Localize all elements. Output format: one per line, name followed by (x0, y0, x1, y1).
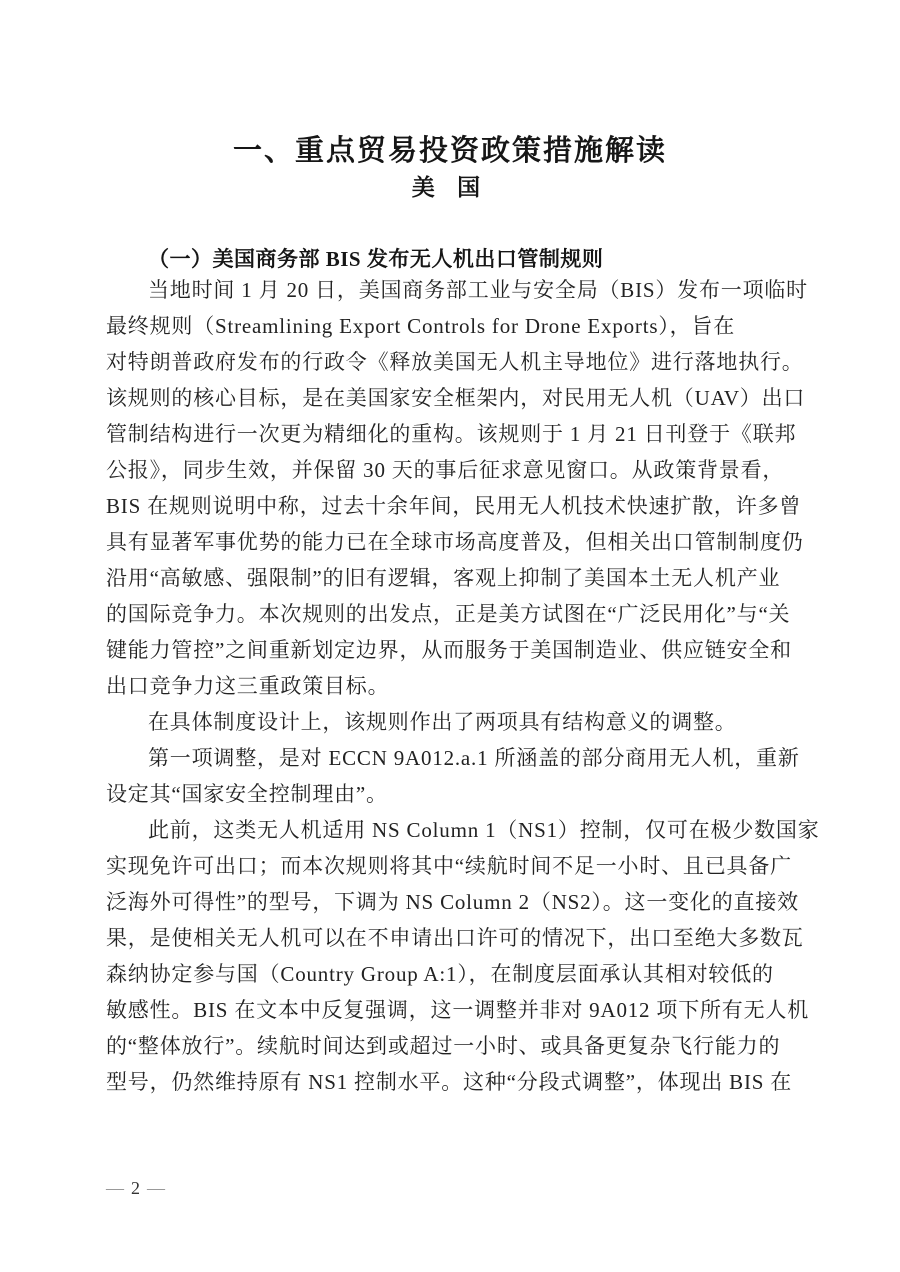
body-line: 沿用“高敏感、强限制”的旧有逻辑，客观上抑制了美国本土无人机产业 (106, 566, 781, 590)
document-title: 一、重点贸易投资政策措施解读 (232, 135, 667, 167)
body-line: 的国际竞争力。本次规则的出发点，正是美方试图在“广泛民用化”与“关 (106, 602, 791, 626)
body-line: 森纳协定参与国（Country Group A:1），在制度层面承认其相对较低的 (106, 962, 774, 986)
body-line: 第一项调整，是对 ECCN 9A012.a.1 所涵盖的部分商用无人机，重新 (148, 746, 800, 770)
page-number-value: 2 (131, 1178, 143, 1198)
country-heading: 美 国 (411, 174, 489, 200)
page-number (106, 1178, 168, 1199)
body-line: 泛海外可得性”的型号，下调为 NS Column 2（NS2）。这一变化的直接效 (106, 890, 799, 914)
page-number-left-dash: — (106, 1178, 127, 1198)
body-line: 型号，仍然维持原有 NS1 控制水平。这种“分段式调整”，体现出 BIS 在 (106, 1070, 793, 1094)
body-line: 管制结构进行一次更为精细化的重构。该规则于 1 月 21 日刊登于《联邦 (106, 422, 797, 446)
body-line: 敏感性。BIS 在文本中反复强调，这一调整并非对 9A012 项下所有无人机 (106, 998, 809, 1022)
body-line: 果，是使相关无人机可以在不申请出口许可的情况下，出口至绝大多数瓦 (106, 926, 804, 950)
document-body (106, 272, 820, 1100)
body-line: 具有显著军事优势的能力已在全球市场高度普及，但相关出口管制制度仍 (106, 530, 804, 554)
body-line: 该规则的核心目标，是在美国家安全框架内，对民用无人机（UAV）出口 (106, 386, 806, 410)
body-line: 公报》，同步生效，并保留 30 天的事后征求意见窗口。从政策背景看， (106, 458, 785, 482)
body-line: 键能力管控”之间重新划定边界，从而服务于美国制造业、供应链安全和 (106, 638, 792, 662)
body-line: 当地时间 1 月 20 日，美国商务部工业与安全局（BIS）发布一项临时 (148, 278, 808, 302)
body-line: 设定其“国家安全控制理由”。 (106, 782, 388, 806)
body-line: 在具体制度设计上，该规则作出了两项具有结构意义的调整。 (148, 710, 737, 734)
page-number-right-dash: — (147, 1178, 168, 1198)
body-line: 对特朗普政府发布的行政令《释放美国无人机主导地位》进行落地执行。 (106, 350, 804, 374)
body-line: 此前，这类无人机适用 NS Column 1（NS1）控制，仅可在极少数国家 (148, 818, 820, 842)
body-line: 最终规则（Streamlining Export Controls for Drone Exports），旨在 (106, 314, 736, 338)
body-line: BIS 在规则说明中称，过去十余年间，民用无人机技术快速扩散，许多曾 (106, 494, 802, 518)
body-line: 实现免许可出口；而本次规则将其中“续航时间不足一小时、且已具备广 (106, 854, 792, 878)
body-line: 出口竞争力这三重政策目标。 (106, 674, 390, 698)
section-heading: （一）美国商务部 BIS 发布无人机出口管制规则 (148, 247, 604, 271)
body-line: 的“整体放行”。续航时间达到或超过一小时、或具备更复杂飞行能力的 (106, 1034, 781, 1058)
